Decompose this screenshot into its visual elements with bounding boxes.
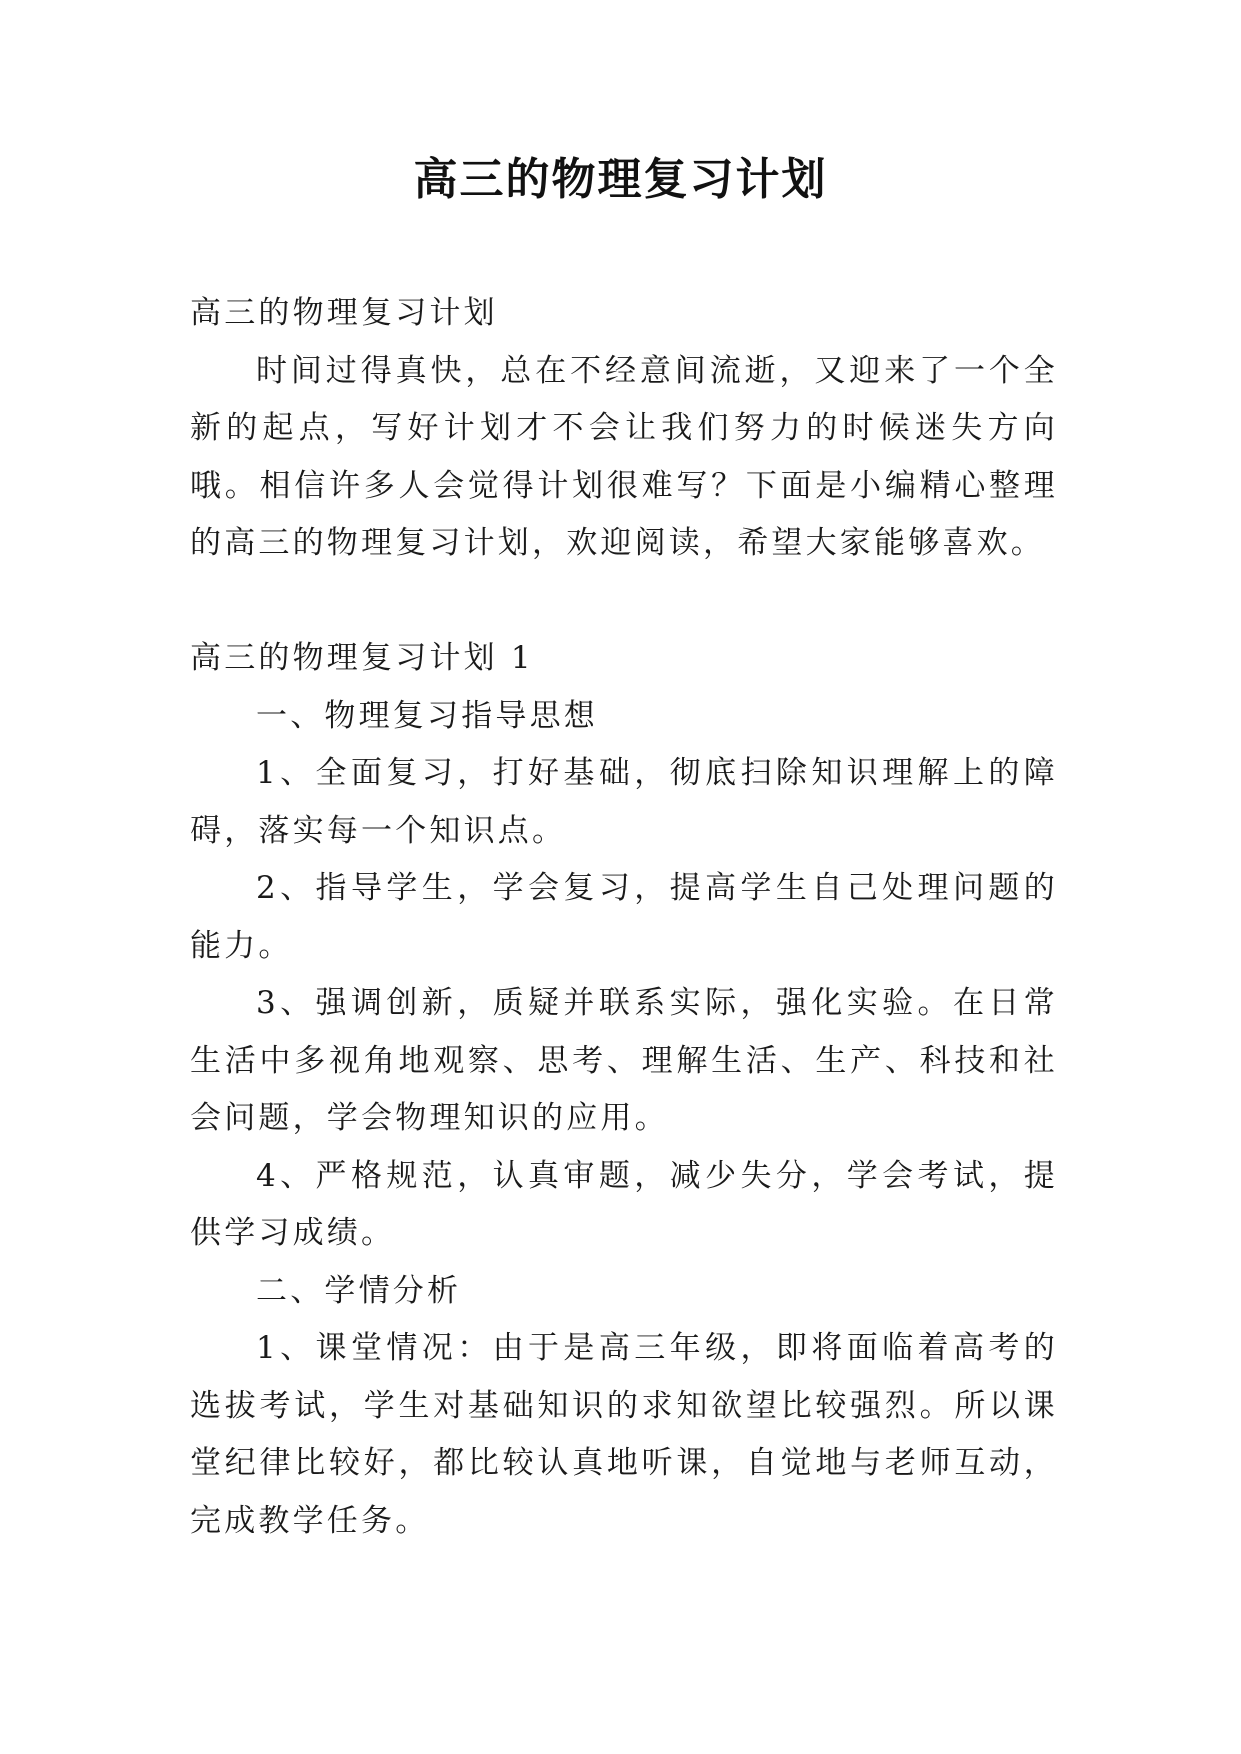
list-item: 1、课堂情况：由于是高三年级，即将面临着高考的选拔考试，学生对基础知识的求知欲望比较强烈。所以课堂纪律比较好，都比较认真地听课，自觉地与老师互动，完成教学任务。 <box>190 1330 1058 1539</box>
list-item: 1、全面复习，打好基础，彻底扫除知识理解上的障碍，落实每一个知识点。 <box>190 755 1058 849</box>
list-item: 3、强调创新，质疑并联系实际，强化实验。在日常生活中多视角地观察、思考、理解生活、生产、科技和社会问题，学会物理知识的应用。 <box>190 985 1058 1136</box>
document-body <box>190 285 1058 1550</box>
list-item: 4、严格规范，认真审题，减少失分，学会考试，提供学习成绩。 <box>190 1157 1058 1251</box>
paragraph-spacer <box>190 573 1058 631</box>
part-heading: 一、物理复习指导思想 <box>256 697 598 734</box>
part-heading: 二、学情分析 <box>256 1272 462 1309</box>
document-title: 高三的物理复习计划 <box>413 154 828 205</box>
list-item: 2、指导学生，学会复习，提高学生自己处理问题的能力。 <box>190 870 1058 964</box>
intro-paragraph: 时间过得真快，总在不经意间流逝，又迎来了一个全新的起点，写好计划才不会让我们努力的时候迷失方向哦。相信许多人会觉得计划很难写？下面是小编精心整理的高三的物理复习计划，欢迎阅读，希望大家能够喜欢。 <box>190 352 1058 561</box>
document-heading: 高三的物理复习计划 <box>190 295 498 331</box>
section-heading: 高三的物理复习计划 1 <box>190 640 534 676</box>
